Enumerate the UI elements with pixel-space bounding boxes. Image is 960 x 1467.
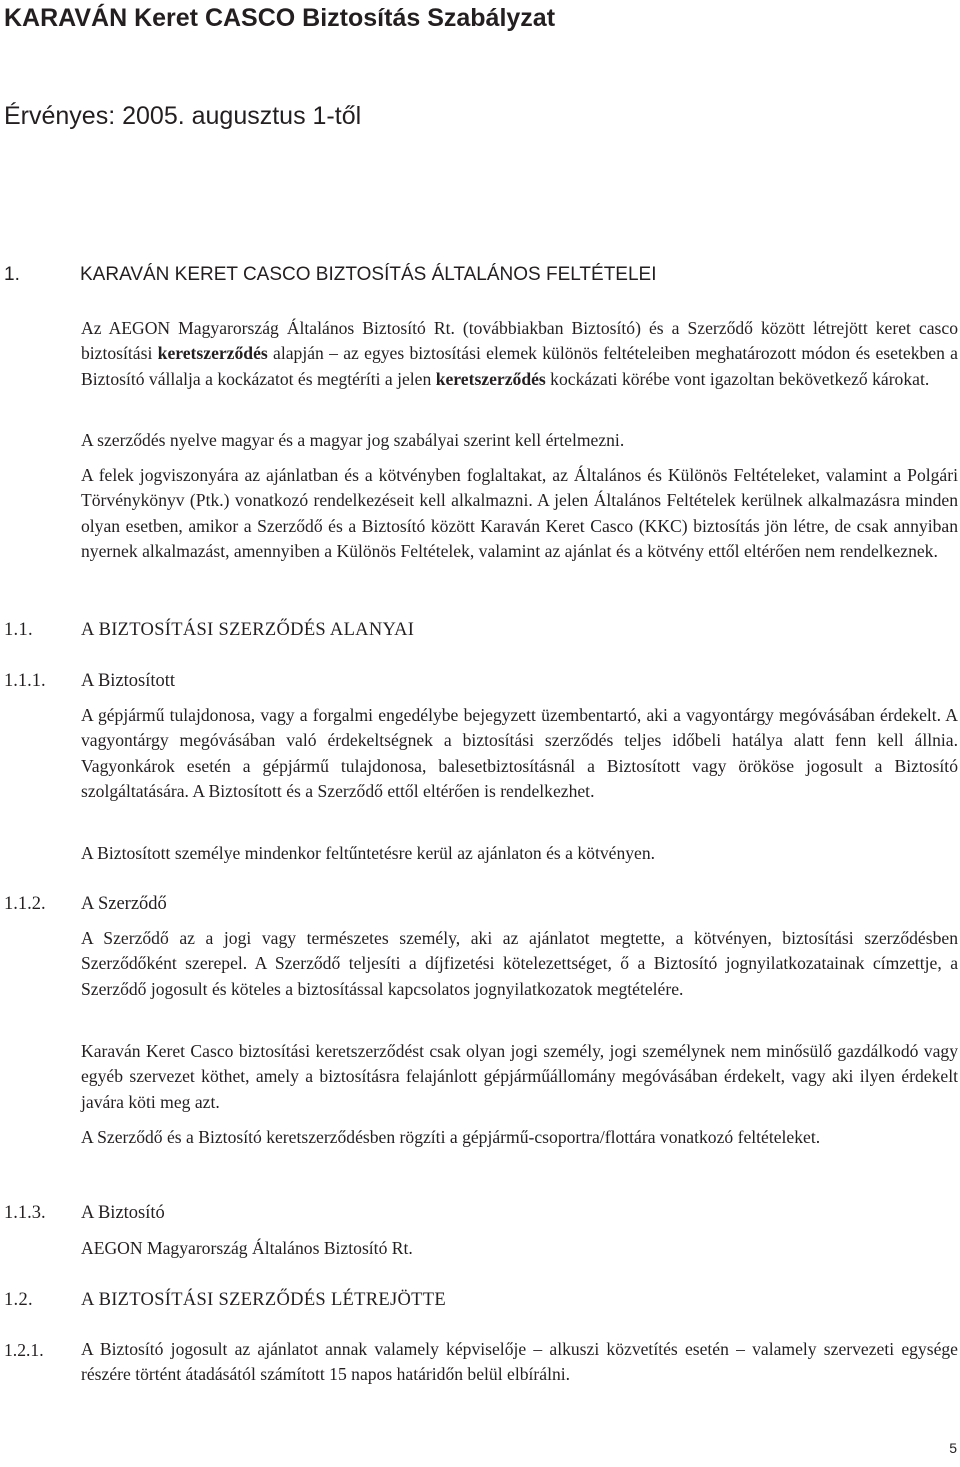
section-title: KARAVÁN KERET CASCO BIZTOSÍTÁS ÁLTALÁNOS FELTÉTELEI: [80, 264, 657, 285]
section-title: A Biztosított: [81, 671, 176, 691]
text-run: alapján – az egyes biztosítási elemek különös feltételeiben meghatározott módon és esetekben a Biztosító vállalja a kockázatot és megtéríti a jelen: [81, 343, 958, 389]
section-number: 1.1.: [4, 620, 33, 640]
paragraph: A Szerződő és a Biztosító keretszerződésben rögzíti a gépjármű-csoportra/flottára vonatkozó feltételeket.: [81, 1127, 821, 1147]
paragraph: Karaván Keret Casco biztosítási keretszerződést csak olyan jogi személy, jogi személynek nem minősülő gazdálkodó vagy egyéb szervezet köthet, amely a biztosításra felajánlott gépjárműállomány megóvásában érdekelt, vagy aki ilyen érdekelt javára köti meg azt.: [81, 1041, 958, 1112]
document-title: KARAVÁN Keret CASCO Biztosítás Szabályzat: [4, 4, 556, 32]
paragraph: A Szerződő az a jogi vagy természetes személy, aki az ajánlatot megtette, a kötvényen, biztosítási szerződésben Szerződőként szerepel. A Szerződő teljesíti a díjfizetési kötelezettséget, ő a Biztosító jognyilatkozatainak címzettje, a Szerződő jogosult és köteles a biztosítással kapcsolatos jognyilatkozatok megtételére.: [81, 928, 958, 999]
section-title: A Biztosító: [81, 1203, 165, 1223]
paragraph: [81, 316, 958, 392]
section-number: 1.2.1.: [4, 1340, 44, 1360]
section-number: 1.1.3.: [4, 1203, 46, 1223]
section-number: 1.1.1.: [4, 671, 46, 691]
section-title: A BIZTOSÍTÁSI SZERZŐDÉS ALANYAI: [81, 620, 415, 640]
paragraph: A felek jogviszonyára az ajánlatban és a kötvényben foglaltakat, az Általános és Különös Feltételeket, valamint a Polgári Törvénykönyv (Ptk.) vonatkozó rendelkezéseit kell alkalmazni. A jelen Általános Feltételek kerülnek alkalmazásra minden olyan esetben, amikor a Szerződő és a Biztosító között Karaván Keret Casco (KKC) biztosítás jön létre, de csak annyiban nyernek alkalmazást, amennyiben a Különös Feltételek, valamint az ajánlat és a kötvény ettől eltérően nem rendelkeznek.: [81, 465, 958, 562]
bold-term: keretszerződés: [157, 343, 268, 364]
paragraph: A szerződés nyelve magyar és a magyar jog szabályai szerint kell értelmezni.: [81, 430, 625, 450]
bold-term: keretszerződés: [435, 368, 546, 389]
section-number: 1.2.: [4, 1290, 33, 1310]
section-number: 1.1.2.: [4, 894, 46, 914]
validity-date: Érvényes: 2005. augusztus 1-től: [4, 102, 362, 130]
section-title: A BIZTOSÍTÁSI SZERZŐDÉS LÉTREJÖTTE: [81, 1290, 446, 1310]
paragraph: A Biztosított személye mindenkor feltűntetésre kerül az ajánlaton és a kötvényen.: [81, 843, 656, 863]
section-title: A Szerződő: [81, 894, 167, 914]
section-number: 1.: [4, 264, 20, 285]
text-run: Az AEGON Magyarország Általános Biztosító Rt. (továbbiakban Biztosító) és a Szerződő között létrejött keret casco biztosítási: [81, 318, 958, 364]
section-1-heading: [4, 262, 657, 288]
paragraph: A gépjármű tulajdonosa, vagy a forgalmi engedélybe bejegyzett üzembentartó, aki a vagyontárgy megóvásában érdekelt. A vagyontárgy megóvásában való érdekeltségnek a biztosítási szerződés teljes időbeli hatálya alatt fenn kell állnia. Vagyonkárok esetén a gépjármű tulajdonosa, balesetbiztosításnál a Biztosított vagy örököse jogosult a Biztosító szolgáltatására. A Biztosított és a Szerződő ettől eltérően is rendelkezhet.: [81, 705, 958, 802]
paragraph: A Biztosító jogosult az ajánlatot annak valamely képviselője – alkuszi közvetítés esetén – valamely szervezeti egysége részére történt átadásától számított 15 napos határidőn belül elbírálni.: [81, 1339, 958, 1385]
page-number: 5: [949, 1440, 957, 1456]
text-run: kockázati körébe vont igazoltan bekövetkező károkat.: [545, 368, 930, 389]
paragraph: AEGON Magyarország Általános Biztosító Rt.: [81, 1238, 413, 1258]
